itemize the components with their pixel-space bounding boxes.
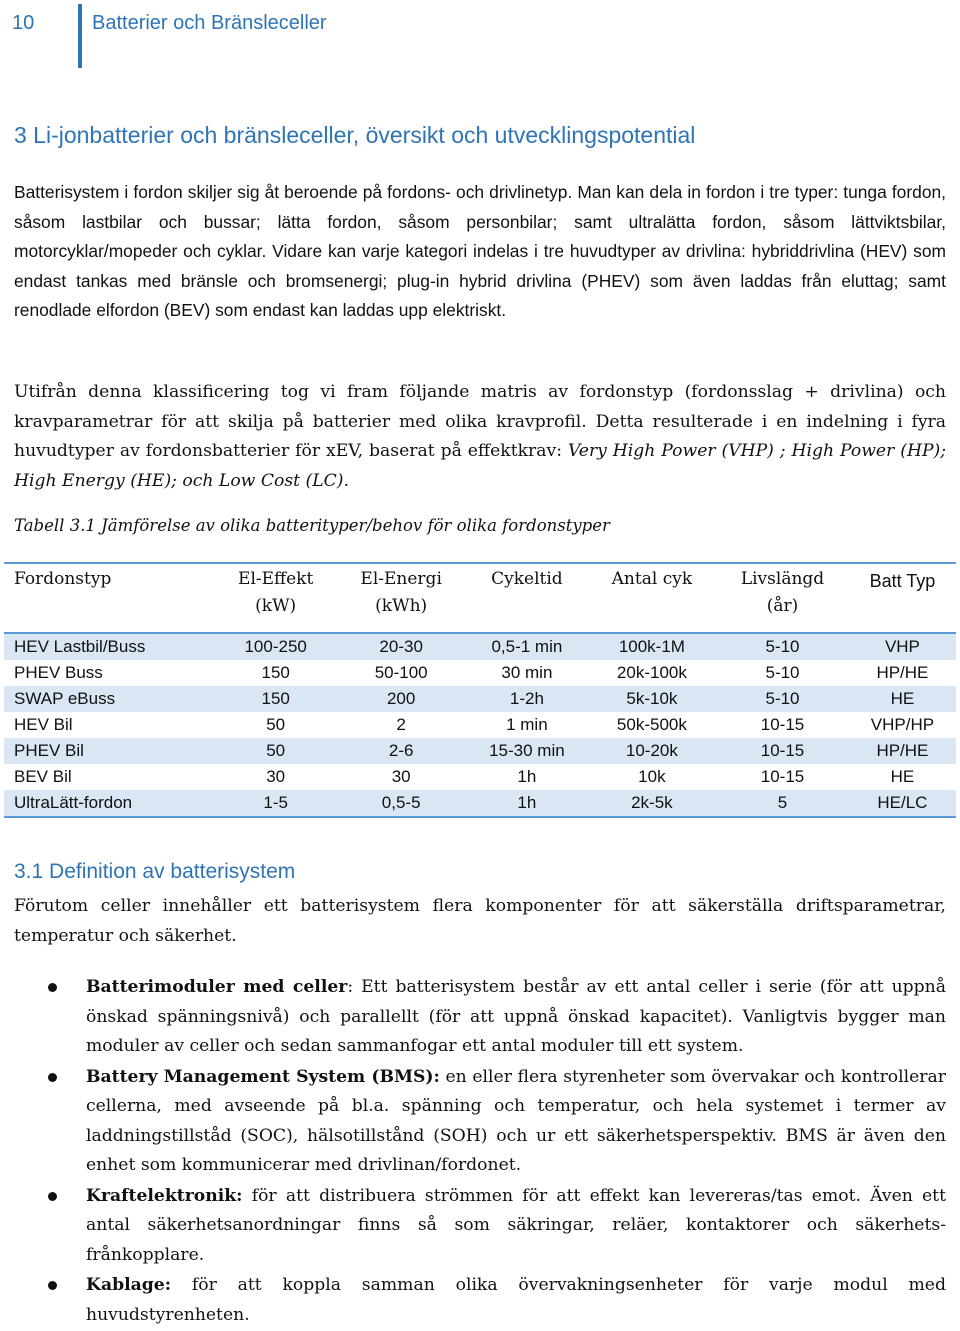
list-item-term: Kablage:	[86, 1275, 172, 1295]
page-header	[0, 0, 960, 70]
cell-cycle-time: 30 min	[501, 663, 553, 682]
bullet-icon	[48, 1073, 57, 1082]
table-row	[4, 633, 956, 660]
list-item-separator	[243, 1186, 252, 1206]
cell-vehicle: PHEV Bil	[4, 738, 215, 764]
list-item-text: för att distribuera strömmen för att effekt kan levereras/tas emot. Även ett antal säkerhetsanordningar finns så som säkringar, reläer, kontaktorer och säkerhets-frånkopplare.	[86, 1185, 947, 1265]
header-divider	[78, 4, 82, 68]
list-item	[86, 973, 946, 1062]
cell-cycles: 2k-5k	[588, 790, 717, 817]
list-item	[86, 1271, 946, 1330]
list-item	[86, 1063, 946, 1181]
cell-vehicle: HEV Lastbil/Buss	[4, 633, 215, 660]
cell-power: 150	[261, 663, 290, 682]
header-el-energi: El-Energi (kWh)	[336, 563, 466, 633]
definition-paragraph: Förutom celler innehåller ett batterisystem flera komponenter för att säkerställa driftsparametrar, temperatur och säkerhet.	[14, 896, 946, 946]
cell-cycle-time: 0,5-1 min	[466, 633, 587, 660]
cell-battery-type: VHP	[849, 633, 956, 660]
header-el-effekt: El-Effekt (kW)	[215, 563, 336, 633]
cell-power: 150	[215, 686, 336, 712]
battery-types-italic: Very High Power (VHP) ; High Power (HP); High Energy (HE); och Low Cost (LC).	[14, 441, 947, 491]
cell-cycle-time: 1 min	[506, 715, 548, 734]
table-row	[4, 712, 956, 738]
chapter-heading: 3 Li-jonbatterier och bränsleceller, översikt och utvecklingspotential	[14, 122, 696, 148]
list-item-term: Batterimoduler med celler	[86, 977, 348, 997]
cell-lifetime: 5-10	[765, 663, 800, 682]
cell-power: 1-5	[215, 790, 336, 817]
cell-vehicle: PHEV Buss	[14, 663, 103, 682]
header-antal-cyk: Antal cyk	[588, 563, 717, 633]
table-row	[4, 738, 956, 764]
cell-battery-type: VHP/HP	[870, 715, 935, 734]
list-item	[86, 1182, 946, 1271]
cell-energy: 30	[391, 767, 411, 786]
section-heading: 3.1 Definition av batterisystem	[14, 860, 296, 883]
cell-energy: 2	[396, 715, 406, 734]
table-header-row	[4, 563, 956, 633]
cell-lifetime: 10-15	[716, 738, 849, 764]
cell-vehicle: BEV Bil	[14, 767, 72, 786]
cell-cycle-time: 1h	[517, 767, 537, 786]
cell-battery-type: HP/HE	[849, 738, 956, 764]
cell-energy: 50-100	[374, 663, 428, 682]
bullet-icon	[48, 1281, 57, 1290]
list-item-text: en eller flera styrenheter som övervakar och kontrollerar cellerna, med avseende på bl.a. spänning och temperatur, och hela systemet i termer av laddningstillståd (SOC), hälsotillstånd (SOH) och ur ett säkerhetsperspektiv. BMS är även den enhet som kommunicerar med drivlinan/fordonet.	[86, 1066, 946, 1175]
bullet-icon	[48, 1192, 57, 1201]
classification-paragraph	[14, 378, 946, 496]
comparison-table	[4, 562, 956, 818]
cell-lifetime: 5-10	[716, 633, 849, 660]
cell-battery-type: HP/HE	[876, 663, 929, 682]
header-cykeltid: Cykeltid	[466, 563, 587, 633]
cell-vehicle: UltraLätt-fordon	[4, 790, 215, 817]
bullet-icon	[48, 983, 57, 992]
cell-power: 100-250	[215, 633, 336, 660]
cell-energy: 20-30	[336, 633, 466, 660]
cell-lifetime: 10-15	[760, 715, 805, 734]
cell-cycle-time: 15-30 min	[466, 738, 587, 764]
list-item-term: Battery Management System (BMS):	[86, 1066, 440, 1087]
cell-cycles: 50k-500k	[616, 715, 687, 734]
header-batt-typ: Batt Typ	[849, 563, 956, 633]
list-item-text: för att koppla samman olika övervakningsenheter för varje modul med huvudstyrenheten.	[86, 1275, 946, 1325]
cell-cycles: 5k-10k	[588, 686, 717, 712]
header-livslangd: Livslängd (år)	[716, 563, 849, 633]
cell-lifetime: 10-15	[760, 767, 805, 786]
intro-paragraph: Batterisystem i fordon skiljer sig åt beroende på fordons- och drivlinetyp. Man kan dela in fordon i tre typer: tunga fordon, såsom lastbilar och bussar; lätta fordon, såsom personbilar; samt ultralätta fordon, såsom lättviktsbilar, motorcyklar/mopeder och cyklar. Vidare kan varje kategori indelas i tre huvudtyper av drivlina: hybriddrivlina (HEV) som endast tankas med bränsle och bromsenergi; plug-in hybrid drivlina (PHEV) som även laddas från eluttag; samt renodlade elfordon (BEV) som endast kan laddas upp elektriskt.	[14, 182, 946, 320]
table-row	[4, 686, 956, 712]
table-row	[4, 660, 956, 686]
cell-cycle-time: 1h	[466, 790, 587, 817]
table-row	[4, 764, 956, 790]
cell-cycles: 100k-1M	[588, 633, 717, 660]
cell-power: 30	[266, 767, 286, 786]
cell-power: 50	[266, 715, 286, 734]
cell-battery-type: HE	[849, 686, 956, 712]
list-item-text: Ett batterisystem består av ett antal celler i serie (för att uppnå önskad spänningsnivå) och parallellt (för att uppnå önskad kapacitet). Vanligtvis bygger man moduler av celler och sedan sammanfogar ett antal moduler till ett system.	[86, 977, 946, 1056]
cell-energy: 0,5-5	[336, 790, 466, 817]
cell-battery-type: HE/LC	[849, 790, 956, 817]
cell-lifetime: 5	[716, 790, 849, 817]
header-fordonstyp: Fordonstyp	[4, 563, 215, 633]
cell-vehicle: HEV Bil	[14, 715, 73, 734]
cell-energy: 200	[336, 686, 466, 712]
list-item-term: Kraftelektronik:	[86, 1185, 243, 1206]
cell-cycle-time: 1-2h	[466, 686, 587, 712]
cell-power: 50	[215, 738, 336, 764]
classification-text: Utifrån denna klassificering tog vi fram följande matris av fordonstyp (fordonsslag + drivlina) och kravparametrar för att skilja på batterier med olika kravprofil. Detta resulterade i en indelning i fyra huvudtyper av fordonsbatterier för xEV, baserat på effektkrav:	[14, 382, 946, 461]
cell-cycles: 20k-100k	[616, 663, 687, 682]
page-number: 10	[12, 12, 35, 34]
running-title: Batterier och Bränsleceller	[92, 12, 327, 34]
cell-energy: 2-6	[336, 738, 466, 764]
cell-cycles: 10k	[638, 767, 666, 786]
cell-vehicle: SWAP eBuss	[4, 686, 215, 712]
cell-battery-type: HE	[890, 767, 915, 786]
component-list	[86, 973, 946, 1331]
cell-cycles: 10-20k	[588, 738, 717, 764]
table-caption: Tabell 3.1 Jämförelse av olika batterityper/behov för olika fordonstyper	[14, 516, 610, 535]
table-row	[4, 790, 956, 817]
cell-lifetime: 5-10	[716, 686, 849, 712]
list-item-separator	[171, 1275, 192, 1295]
list-item-separator: :	[347, 977, 362, 997]
